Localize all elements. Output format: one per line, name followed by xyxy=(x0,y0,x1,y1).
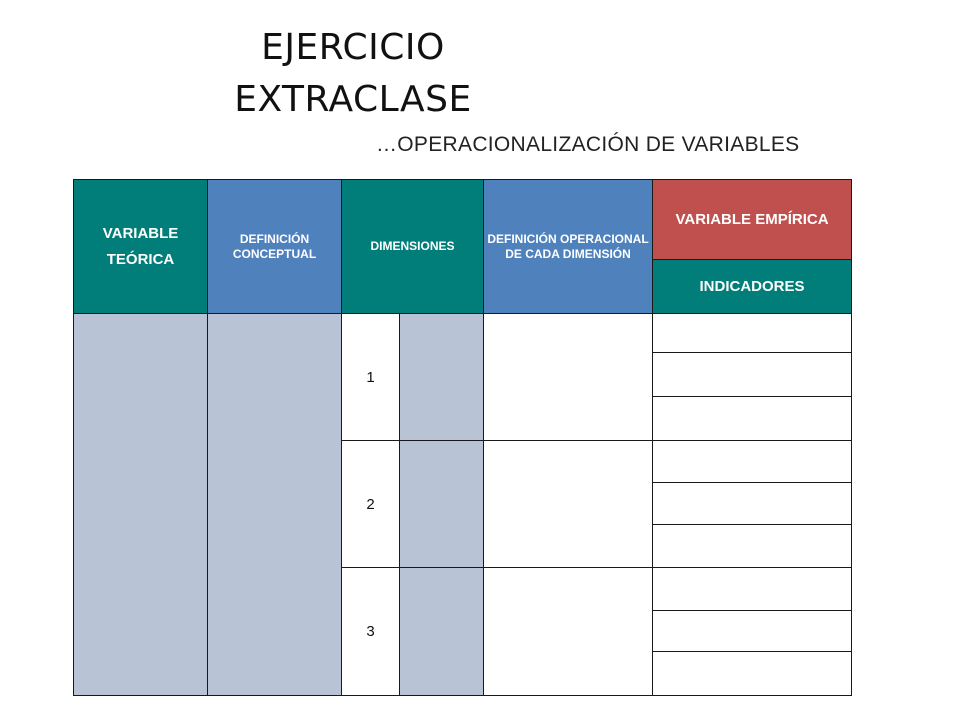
header-indicadores: INDICADORES xyxy=(653,260,852,314)
indicador-cell[interactable] xyxy=(653,353,852,397)
indicador-cell[interactable] xyxy=(653,483,852,525)
indicador-cell[interactable] xyxy=(653,441,852,483)
dimension-cell-1[interactable] xyxy=(400,314,484,441)
title-line-2: EXTRACLASE xyxy=(234,79,472,120)
header-variable-teorica: VARIABLE TEÓRICA xyxy=(74,180,208,314)
definicion-operacional-cell-1[interactable] xyxy=(484,314,653,441)
dimension-number-2: 2 xyxy=(342,441,400,568)
slide-subtitle: …OPERACIONALIZACIÓN DE VARIABLES xyxy=(376,133,800,156)
definicion-conceptual-cell[interactable] xyxy=(208,314,342,696)
dimension-number-1: 1 xyxy=(342,314,400,441)
header-definicion-conceptual: DEFINICIÓN CONCEPTUAL xyxy=(208,180,342,314)
variable-teorica-cell[interactable] xyxy=(74,314,208,696)
indicador-cell[interactable] xyxy=(653,397,852,441)
indicador-cell[interactable] xyxy=(653,611,852,652)
dimension-number-3: 3 xyxy=(342,568,400,696)
definicion-operacional-cell-3[interactable] xyxy=(484,568,653,696)
dimension-cell-3[interactable] xyxy=(400,568,484,696)
operationalization-table xyxy=(73,179,852,696)
dimension-cell-2[interactable] xyxy=(400,441,484,568)
indicador-cell[interactable] xyxy=(653,652,852,696)
indicador-cell[interactable] xyxy=(653,568,852,611)
title-line-1: EJERCICIO xyxy=(261,27,445,68)
header-dimensiones: DIMENSIONES xyxy=(342,180,484,314)
header-variable-empirica: VARIABLE EMPÍRICA xyxy=(653,180,852,260)
indicador-cell[interactable] xyxy=(653,314,852,353)
indicador-cell[interactable] xyxy=(653,525,852,568)
definicion-operacional-cell-2[interactable] xyxy=(484,441,653,568)
header-definicion-operacional: DEFINICIÓN OPERACIONAL DE CADA DIMENSIÓN xyxy=(484,180,653,314)
slide-title xyxy=(233,22,473,126)
